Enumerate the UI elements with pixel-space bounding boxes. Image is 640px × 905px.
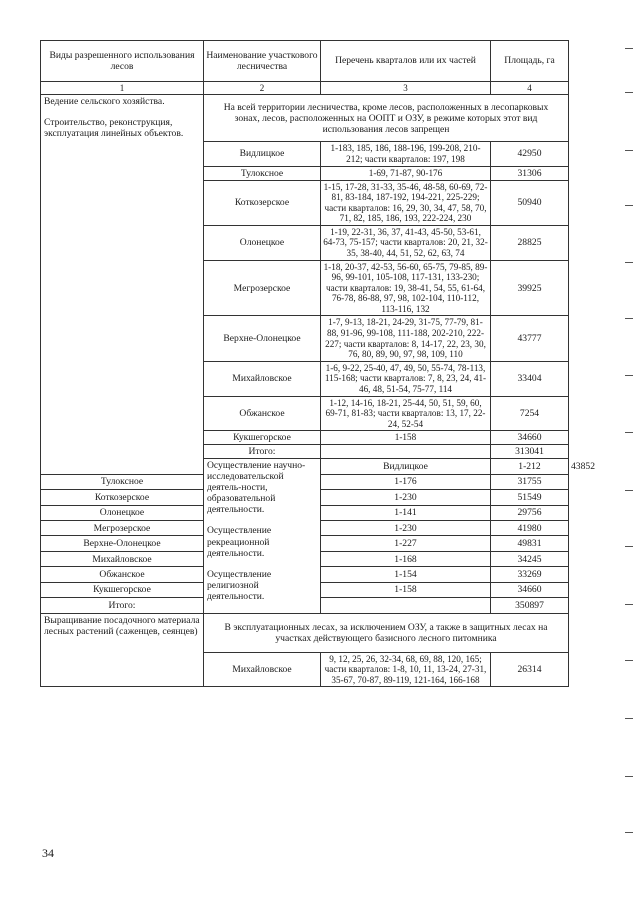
forestry-name: Михайловское (204, 361, 321, 396)
forestry-name: Мегрозерское (204, 260, 321, 316)
forestry-name: Видлицкое (321, 459, 491, 474)
quarters-list: 1-183, 185, 186, 188-196, 199-208, 210-212; части кварталов: 197, 198 (321, 142, 491, 166)
forestry-name: Кукшегорское (204, 431, 321, 445)
area-value: 31755 (491, 474, 569, 489)
header-forestry: Наименование участкового лесничества (204, 41, 321, 82)
scan-edge-mark (625, 262, 633, 263)
empty-cell (321, 598, 491, 614)
forestry-name: Кукшегорское (41, 582, 204, 597)
page-number: 34 (42, 846, 54, 860)
area-value: 7254 (491, 396, 569, 431)
use-kind-text: Выращивание посадочного материала лесных растений (саженцев, сеянцев) (44, 614, 200, 637)
scan-edge-mark (625, 490, 633, 491)
quarters-list: 1-7, 9-13, 18-21, 24-29, 31-75, 77-79, 81-88, 91-96, 99-108, 111-188, 202-210, 222-227; части кварталов: 8, 14-17, 22, 23, 30, 76, 80, 89, 90, 97, 98, 109, 110 (321, 316, 491, 361)
quarters-list: 9, 12, 25, 26, 32-34, 68, 69, 88, 120, 165; части кварталов: 1-8, 10, 11, 13-24, 27-31, 35-67, 70-87, 89-119, 121-164, 166-168 (321, 652, 491, 687)
forestry-name: Мегрозерское (41, 521, 204, 536)
header-area: Площадь, га (491, 41, 569, 82)
use-kind-text: Осуществление рекреационной деятельности. (207, 525, 272, 559)
scan-edge-mark (625, 832, 633, 833)
scan-edge-mark (625, 718, 633, 719)
scan-edge-mark (625, 660, 633, 661)
quarters-list: 1-176 (321, 474, 491, 489)
forestry-name: Обжанское (204, 396, 321, 431)
quarters-list: 1-168 (321, 551, 491, 566)
quarters-list: 1-158 (321, 582, 491, 597)
forestry-name: Тулоксное (41, 474, 204, 489)
total-value: 350897 (491, 598, 569, 614)
area-value: 39925 (491, 260, 569, 316)
scan-edge-mark (625, 375, 633, 376)
area-value: 34245 (491, 551, 569, 566)
empty-cell (321, 445, 491, 459)
header-kind: Виды разрешенного использования лесов (41, 41, 204, 82)
forestry-name: Олонецкое (204, 225, 321, 260)
scan-edge-mark (625, 318, 633, 319)
scan-edge-mark (625, 150, 633, 151)
use-kind-cell (41, 95, 204, 474)
use-kind-text: Осуществление религиозной деятельности. (207, 568, 272, 602)
forestry-name: Видлицкое (204, 142, 321, 166)
quarters-list: 1-19, 22-31, 36, 37, 41-43, 45-50, 53-61, 64-73, 75-157; части кварталов: 20, 21, 32-35, 38-40, 44, 51, 52, 62, 63, 74 (321, 225, 491, 260)
table-row (41, 95, 569, 142)
forestry-name: Олонецкое (41, 505, 204, 520)
forestry-name: Обжанское (41, 567, 204, 582)
forestry-name: Тулоксное (204, 166, 321, 180)
quarters-list: 1-227 (321, 536, 491, 551)
total-value: 313041 (491, 445, 569, 459)
total-label: Итого: (41, 598, 204, 614)
total-label: Итого: (204, 445, 321, 459)
forestry-name: Верхне-Олонецкое (41, 536, 204, 551)
column-number: 4 (491, 82, 569, 95)
use-kind-text: Осуществление научно-исследовательской деятель-ности, образовательной деятельности. (207, 460, 306, 516)
quarters-list: 1-230 (321, 521, 491, 536)
use-kind-cell (41, 613, 204, 687)
area-value: 43777 (491, 316, 569, 361)
forestry-name: Михайловское (204, 652, 321, 687)
section-note: На всей территории лесничества, кроме лесов, расположенных в лесопарковых зонах, лесов, расположенных на ООПТ и ОЗУ, в режиме которых этот вид использования лесов запрещен (204, 95, 569, 142)
forest-use-table (40, 40, 595, 687)
scan-edge-mark (625, 776, 633, 777)
forestry-name: Верхне-Олонецкое (204, 316, 321, 361)
scan-edge-mark (625, 205, 633, 206)
area-value: 33269 (491, 567, 569, 582)
use-kind-text: Ведение сельского хозяйства. (44, 96, 165, 108)
forestry-name: Коткозерское (204, 180, 321, 225)
forestry-name: Михайловское (41, 551, 204, 566)
quarters-list: 1-141 (321, 505, 491, 520)
area-value: 26314 (491, 652, 569, 687)
scan-edge-mark (625, 48, 633, 49)
quarters-list: 1-154 (321, 567, 491, 582)
column-number: 2 (204, 82, 321, 95)
quarters-list: 1-212 (491, 459, 569, 474)
quarters-list: 1-230 (321, 490, 491, 505)
quarters-list: 1-69, 71-87, 90-176 (321, 166, 491, 180)
area-value: 41980 (491, 521, 569, 536)
quarters-list: 1-18, 20-37, 42-53, 56-60, 65-75, 79-85, 89-96, 99-101, 105-108, 117-131, 133-230; части кварталов: 19, 38-41, 54, 55, 61-64, 76-78, 86-88, 97, 98, 102-104, 110-112, 113-116, 132 (321, 260, 491, 316)
table-header-row (41, 41, 569, 82)
area-value: 34660 (491, 431, 569, 445)
scan-edge-mark (625, 432, 633, 433)
area-value: 42950 (491, 142, 569, 166)
quarters-list: 1-158 (321, 431, 491, 445)
area-value: 33404 (491, 361, 569, 396)
area-value: 50940 (491, 180, 569, 225)
scan-edge-mark (625, 546, 633, 547)
quarters-list: 1-15, 17-28, 31-33, 35-46, 48-58, 60-69, 72-81, 83-184, 187-192, 194-221, 225-229; части кварталов: 16, 29, 30, 34, 47, 58, 70, 71, 82, 185, 186, 193, 222-224, 230 (321, 180, 491, 225)
use-kind-text: Строительство, реконструкция, эксплуатация линейных объектов. (44, 117, 184, 140)
area-value: 31306 (491, 166, 569, 180)
area-value: 29756 (491, 505, 569, 520)
column-number-row (41, 82, 569, 95)
scan-edge-mark (625, 92, 633, 93)
table-row: Осуществление научно-исследовательской деятель-ности, образовательной деятельности. Осуществление рекреационной деятельности. Осуществление религиозной деятельности. Видлицкое 1-212 43852 (41, 459, 569, 474)
area-value: 51549 (491, 490, 569, 505)
header-quarters: Перечень кварталов или их частей (321, 41, 491, 82)
column-number: 3 (321, 82, 491, 95)
column-number: 1 (41, 82, 204, 95)
scan-edge-mark (625, 604, 633, 605)
forestry-name: Коткозерское (41, 490, 204, 505)
table-row (41, 613, 569, 652)
area-value: 49831 (491, 536, 569, 551)
area-value: 34660 (491, 582, 569, 597)
quarters-list: 1-6, 9-22, 25-40, 47, 49, 50, 55-74, 78-113, 115-168; части кварталов: 7, 8, 23, 24, 41-46, 48, 51-54, 75-77, 114 (321, 361, 491, 396)
section-note: В эксплуатационных лесах, за исключением ОЗУ, а также в защитных лесах на участках действующего базисного лесного питомника (204, 613, 569, 652)
use-kind-cell (204, 459, 321, 613)
area-value: 28825 (491, 225, 569, 260)
quarters-list: 1-12, 14-16, 18-21, 25-44, 50, 51, 59, 60, 69-71, 81-83; части кварталов: 13, 17, 22-24, 52-54 (321, 396, 491, 431)
